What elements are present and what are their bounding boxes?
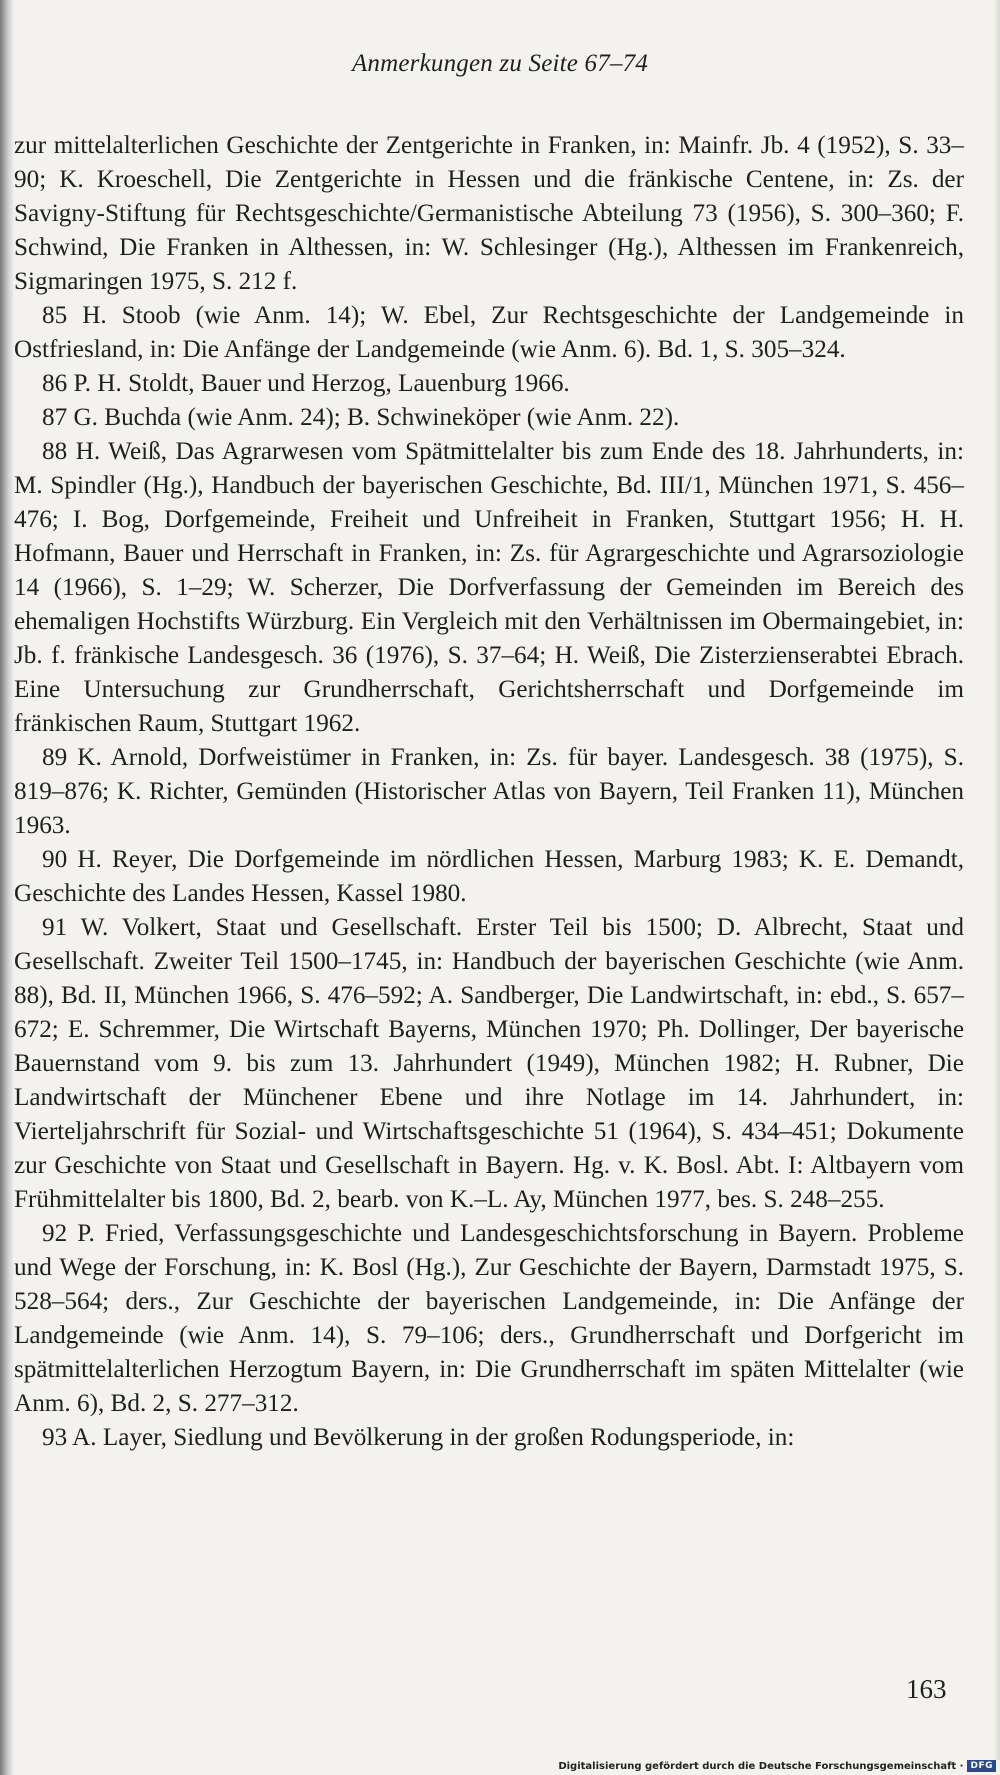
page-number: 163 xyxy=(906,1674,947,1704)
digitization-credit xyxy=(558,1760,996,1772)
page-edge-shadow xyxy=(0,0,14,1775)
footnote-88: 88 H. Weiß, Das Agrarwesen vom Spätmittelalter bis zum Ende des 18. Jahrhunderts, in: M. Spindler (Hg.), Handbuch der bayerischen Geschichte, Bd. III/1, München 1971, S. 456–476; I. Bog, Dorfgemeinde, Freiheit und Unfreiheit in Franken, Stuttgart 1956; H. H. Hofmann, Bauer und Herrschaft in Franken, in: Zs. für Agrargeschichte und Agrarsoziologie 14 (1966), S. 1–29; W. Scherzer, Die Dorfverfassung der Gemeinden im Bereich des ehemaligen Hochstifts Würzburg. Ein Vergleich mit den Verhältnissen im Obermaingebiet, in: Jb. f. fränkische Landesgesch. 36 (1976), S. 37–64; H. Weiß, Die Zisterzienserabtei Ebrach. Eine Untersuchung zur Grundherrschaft, Gerichtsherrschaft und Dorfgemeinde im fränkischen Raum, Stuttgart 1962. xyxy=(14,438,964,737)
page-edge-right xyxy=(994,0,1000,1760)
credit-text: Digitalisierung gefördert durch die Deutsche Forschungsgemeinschaft · xyxy=(558,1760,964,1772)
dfg-logo: DFG xyxy=(967,1760,996,1772)
footnote-85: 85 H. Stoob (wie Anm. 14); W. Ebel, Zur Rechtsgeschichte der Landgemeinde in Ostfriesland, in: Die Anfänge der Landgemeinde (wie Anm. 6). Bd. 1, S. 305–324. xyxy=(14,302,964,363)
running-head: Anmerkungen zu Seite 67–74 xyxy=(351,50,649,77)
footnote-90: 90 H. Reyer, Die Dorfgemeinde im nördlichen Hessen, Marburg 1983; K. E. Demandt, Geschichte des Landes Hessen, Kassel 1980. xyxy=(14,846,964,907)
footnote-92: 92 P. Fried, Verfassungsgeschichte und Landesgeschichtsforschung in Bayern. Probleme und Wege der Forschung, in: K. Bosl (Hg.), Zur Geschichte der Bayern, Darmstadt 1975, S. 528–564; ders., Zur Geschichte der bayerischen Landgemeinde, in: Die Anfänge der Landgemeinde (wie Anm. 14), S. 79–106; ders., Grundherrschaft und Dorfgericht im spätmittelalterlichen Herzogtum Bayern, in: Die Grundherrschaft im späten Mittelalter (wie Anm. 6), Bd. 2, S. 277–312. xyxy=(14,1220,964,1417)
footnote-93: 93 A. Layer, Siedlung und Bevölkerung in der großen Rodungsperiode, in: xyxy=(42,1424,795,1451)
footnote-91: 91 W. Volkert, Staat und Gesellschaft. Erster Teil bis 1500; D. Albrecht, Staat und Gesellschaft. Zweiter Teil 1500–1745, in: Handbuch der bayerischen Geschichte (wie Anm. 88), Bd. II, München 1966, S. 476–592; A. Sandberger, Die Landwirtschaft, in: ebd., S. 657–672; E. Schremmer, Die Wirtschaft Bayerns, München 1970; Ph. Dollinger, Der bayerische Bauernstand vom 9. bis zum 13. Jahrhundert (1949), München 1982; H. Rubner, Die Landwirtschaft der Münchener Ebene und ihre Notlage im 14. Jahrhundert, in: Vierteljahrschrift für Sozial- und Wirtschaftsgeschichte 51 (1964), S. 434–451; Dokumente zur Geschichte von Staat und Gesellschaft in Bayern. Hg. v. K. Bosl. Abt. I: Altbayern vom Frühmittelalter bis 1800, Bd. 2, bearb. von K.–L. Ay, München 1977, bes. S. 248–255. xyxy=(14,914,964,1213)
footnote-87: 87 G. Buchda (wie Anm. 24); B. Schwineköper (wie Anm. 22). xyxy=(42,404,680,431)
footnote-89: 89 K. Arnold, Dorfweistümer in Franken, in: Zs. für bayer. Landesgesch. 38 (1975), S. 819–876; K. Richter, Gemünden (Historischer Atlas von Bayern, Teil Franken 11), München 1963. xyxy=(14,744,964,839)
footnote-continuation: zur mittelalterlichen Geschichte der Zentgerichte in Franken, in: Mainfr. Jb. 4 (1952), S. 33–90; K. Kroeschell, Die Zentgerichte in Hessen und die fränkische Centene, in: Zs. der Savigny-Stiftung für Rechtsgeschichte/Germanistische Abteilung 73 (1956), S. 300–360; F. Schwind, Die Franken in Althessen, in: W. Schlesinger (Hg.), Althessen im Frankenreich, Sigmaringen 1975, S. 212 f. xyxy=(14,132,964,295)
footnote-86: 86 P. H. Stoldt, Bauer und Herzog, Lauenburg 1966. xyxy=(42,370,570,397)
footnotes-body xyxy=(14,129,964,1455)
